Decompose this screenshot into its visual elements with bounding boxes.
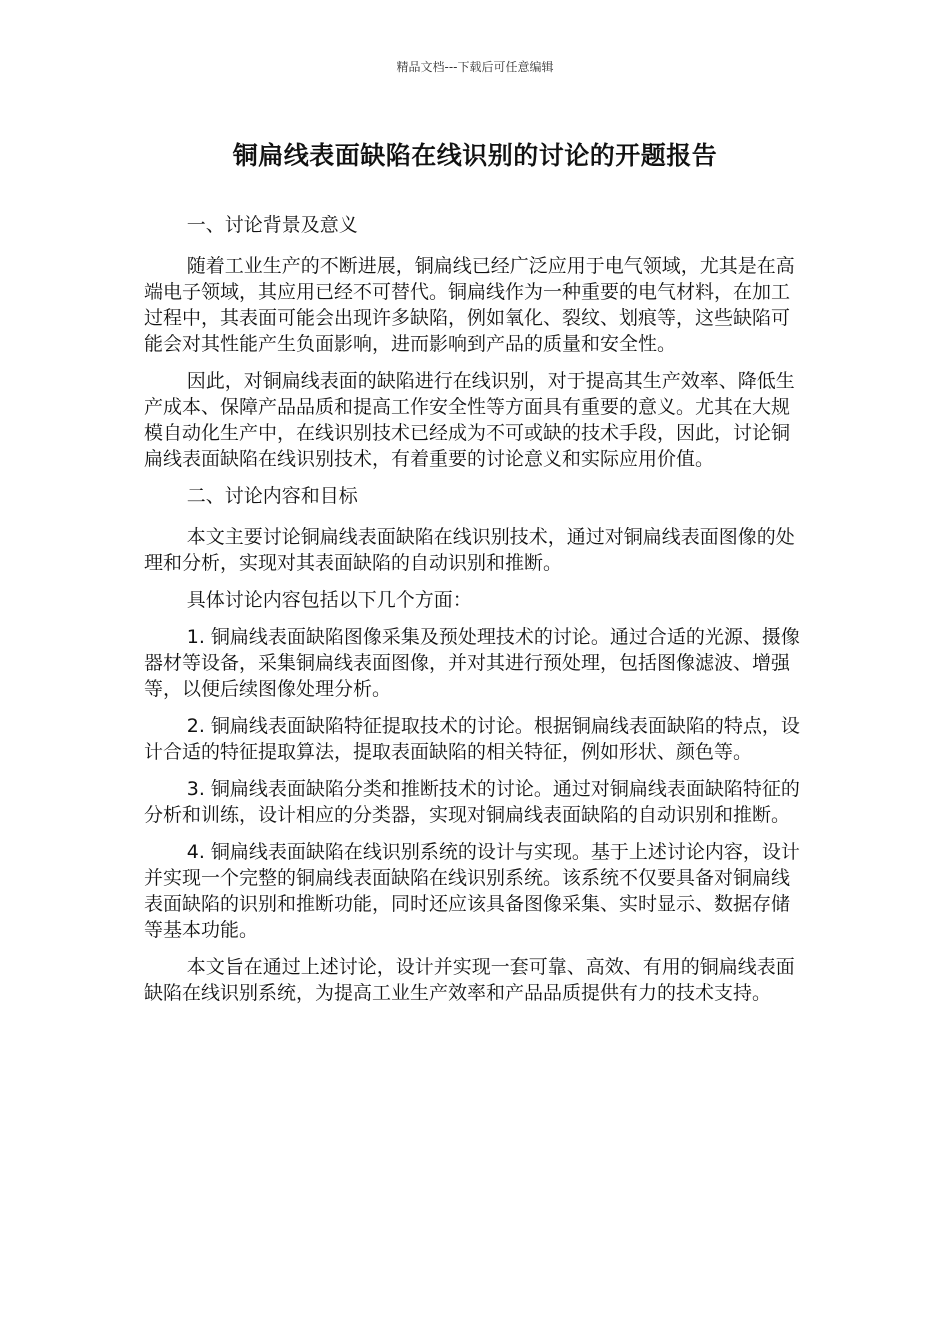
- header-note: 精品文档---下载后可任意编辑: [396, 60, 554, 74]
- document-title: 铜扁线表面缺陷在线识别的讨论的开题报告: [232, 141, 718, 170]
- section-1-heading: 一、讨论背景及意义: [186, 214, 358, 236]
- section-2-heading: 二、讨论内容和目标: [186, 485, 358, 507]
- document-body: [144, 212, 808, 1017]
- section-2-paragraph-1: 本文主要讨论铜扁线表面缺陷在线识别技术，通过对铜扁线表面图像的处理和分析，实现对其表面缺陷的自动识别和推断。: [144, 526, 795, 574]
- conclusion-paragraph: 本文旨在通过上述讨论，设计并实现一套可靠、高效、有用的铜扁线表面缺陷在线识别系统，为提高工业生产效率和产品品质提供有力的技术支持。: [144, 956, 795, 1004]
- list-item-3: 3. 铜扁线表面缺陷分类和推断技术的讨论。通过对铜扁线表面缺陷特征的分析和训练，设计相应的分类器，实现对铜扁线表面缺陷的自动识别和推断。: [144, 778, 800, 826]
- list-item-1: 1. 铜扁线表面缺陷图像采集及预处理技术的讨论。通过合适的光源、摄像器材等设备，采集铜扁线表面图像，并对其进行预处理，包括图像滤波、增强等，以便后续图像处理分析。: [144, 626, 800, 700]
- section-1-paragraph-2: 因此，对铜扁线表面的缺陷进行在线识别，对于提高其生产效率、降低生产成本、保障产品品质和提高工作安全性等方面具有重要的意义。尤其在大规模自动化生产中，在线识别技术已经成为不可或缺的技术手段，因此，讨论铜扁线表面缺陷在线识别技术，有着重要的讨论意义和实际应用价值。: [144, 370, 795, 470]
- list-item-4: 4. 铜扁线表面缺陷在线识别系统的设计与实现。基于上述讨论内容，设计并实现一个完整的铜扁线表面缺陷在线识别系统。该系统不仅要具备对铜扁线表面缺陷的识别和推断功能，同时还应该具备图像采集、实时显示、数据存储等基本功能。: [144, 841, 800, 941]
- list-item-2: 2. 铜扁线表面缺陷特征提取技术的讨论。根据铜扁线表面缺陷的特点，设计合适的特征提取算法，提取表面缺陷的相关特征，例如形状、颜色等。: [144, 715, 800, 763]
- section-1-paragraph-1: 随着工业生产的不断进展，铜扁线已经广泛应用于电气领域，尤其是在高端电子领域，其应用已经不可替代。铜扁线作为一种重要的电气材料，在加工过程中，其表面可能会出现许多缺陷，例如氧化、裂纹、划痕等，这些缺陷可能会对其性能产生负面影响，进而影响到产品的质量和安全性。: [144, 255, 795, 355]
- section-2-paragraph-2: 具体讨论内容包括以下几个方面：: [186, 589, 472, 611]
